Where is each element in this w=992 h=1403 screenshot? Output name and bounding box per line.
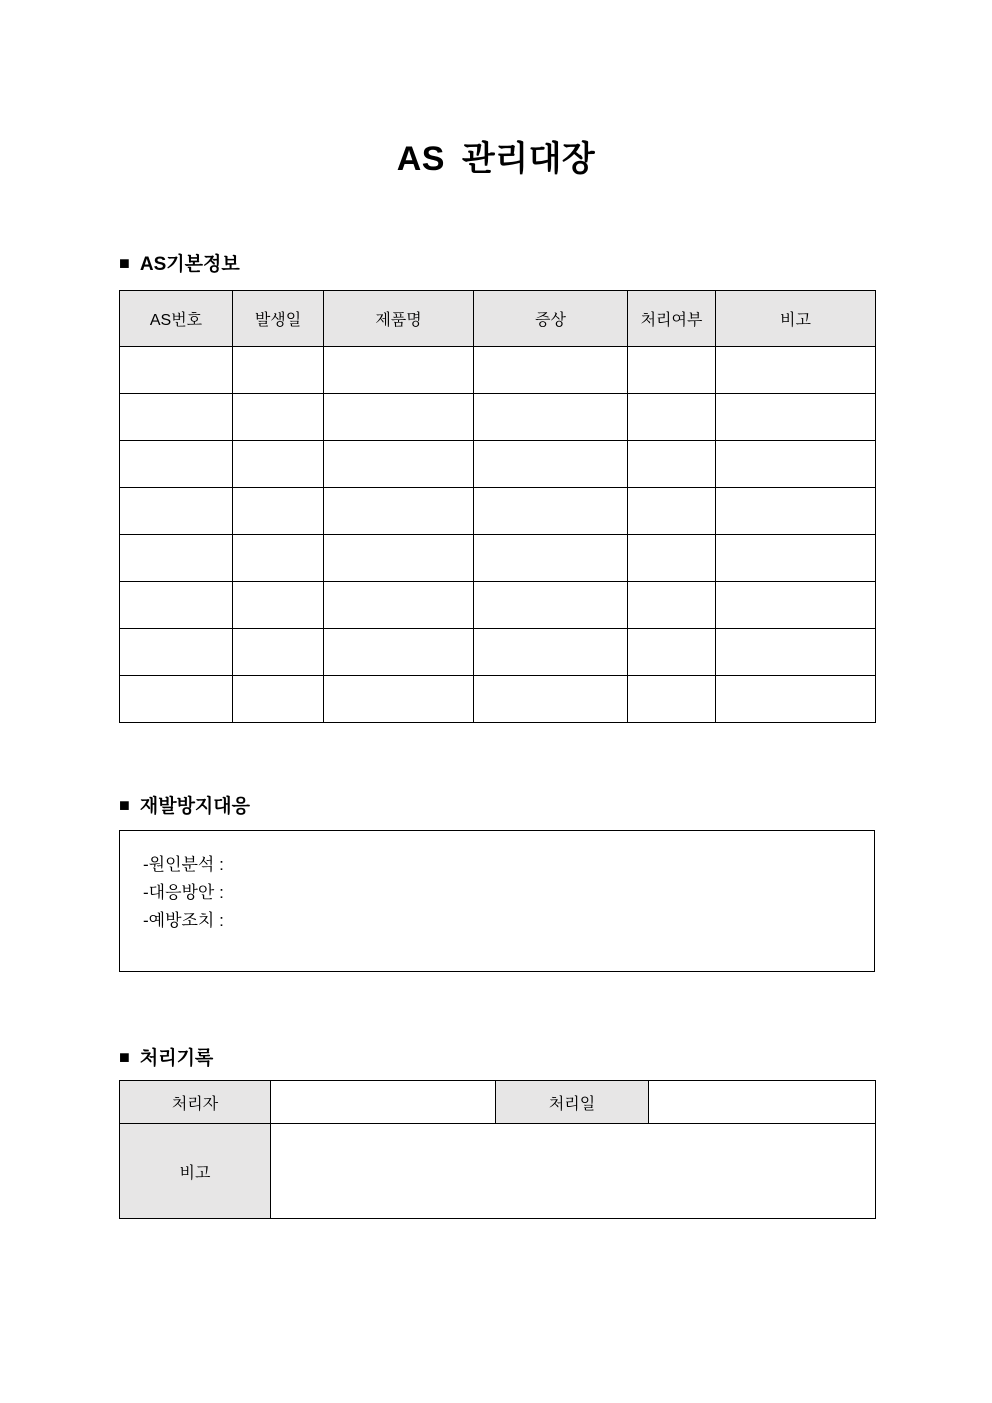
section-heading-text: AS기본정보 bbox=[139, 254, 240, 275]
empty-cell bbox=[628, 488, 716, 535]
empty-cell bbox=[716, 394, 876, 441]
empty-cell bbox=[233, 582, 324, 629]
empty-cell bbox=[324, 441, 474, 488]
processing-row-remarks bbox=[120, 1124, 876, 1219]
empty-cell bbox=[716, 488, 876, 535]
empty-cell bbox=[474, 347, 628, 394]
empty-cell bbox=[233, 535, 324, 582]
empty-cell bbox=[628, 441, 716, 488]
column-header-as-number: AS번호 bbox=[120, 291, 233, 347]
square-bullet-icon: ■ bbox=[119, 252, 130, 273]
square-bullet-icon: ■ bbox=[119, 794, 130, 815]
empty-cell bbox=[716, 676, 876, 723]
empty-cell bbox=[474, 582, 628, 629]
empty-cell bbox=[474, 629, 628, 676]
empty-cell bbox=[120, 535, 233, 582]
empty-cell bbox=[233, 488, 324, 535]
empty-cell bbox=[474, 676, 628, 723]
empty-cell bbox=[233, 394, 324, 441]
processing-row-handler-date bbox=[120, 1081, 876, 1124]
basic-info-table-body bbox=[120, 347, 876, 723]
empty-cell bbox=[628, 676, 716, 723]
empty-cell bbox=[474, 394, 628, 441]
remarks-value-cell bbox=[271, 1124, 876, 1219]
column-header-occurrence-date: 발생일 bbox=[233, 291, 324, 347]
empty-cell bbox=[474, 441, 628, 488]
section-heading-processing bbox=[119, 1043, 213, 1070]
processing-date-label-cell: 처리일 bbox=[496, 1081, 649, 1124]
empty-cell bbox=[324, 676, 474, 723]
basic-info-empty-row bbox=[120, 535, 876, 582]
empty-cell bbox=[628, 582, 716, 629]
empty-cell bbox=[716, 582, 876, 629]
empty-cell bbox=[120, 488, 233, 535]
basic-info-empty-row bbox=[120, 441, 876, 488]
empty-cell bbox=[716, 347, 876, 394]
column-header-remarks: 비고 bbox=[716, 291, 876, 347]
basic-info-empty-row bbox=[120, 629, 876, 676]
column-header-symptom: 증상 bbox=[474, 291, 628, 347]
basic-info-empty-row bbox=[120, 347, 876, 394]
empty-cell bbox=[628, 535, 716, 582]
empty-cell bbox=[324, 488, 474, 535]
prevention-line-preventive-measure: -예방조치 : bbox=[143, 911, 224, 930]
column-header-product-name: 제품명 bbox=[324, 291, 474, 347]
section-heading-text: 처리기록 bbox=[139, 1048, 214, 1069]
empty-cell bbox=[120, 629, 233, 676]
prevention-box bbox=[119, 830, 875, 972]
section-heading-basic-info bbox=[119, 249, 240, 276]
prevention-line-cause-analysis: -원인분석 : bbox=[143, 855, 224, 874]
remarks-label-cell: 비고 bbox=[120, 1124, 271, 1219]
empty-cell bbox=[474, 535, 628, 582]
basic-info-empty-row bbox=[120, 582, 876, 629]
basic-info-table bbox=[119, 290, 876, 723]
empty-cell bbox=[628, 629, 716, 676]
empty-cell bbox=[324, 629, 474, 676]
page-title: AS 관리대장 bbox=[396, 140, 596, 178]
square-bullet-icon: ■ bbox=[119, 1046, 130, 1067]
empty-cell bbox=[233, 676, 324, 723]
empty-cell bbox=[233, 441, 324, 488]
empty-cell bbox=[716, 441, 876, 488]
empty-cell bbox=[628, 347, 716, 394]
section-heading-prevention bbox=[119, 791, 250, 818]
empty-cell bbox=[324, 394, 474, 441]
processing-record-table bbox=[119, 1080, 876, 1219]
basic-info-empty-row bbox=[120, 488, 876, 535]
handler-label-cell: 처리자 bbox=[120, 1081, 271, 1124]
empty-cell bbox=[120, 394, 233, 441]
empty-cell bbox=[628, 394, 716, 441]
empty-cell bbox=[324, 535, 474, 582]
section-heading-text: 재발방지대응 bbox=[139, 796, 250, 817]
empty-cell bbox=[233, 629, 324, 676]
empty-cell bbox=[233, 347, 324, 394]
empty-cell bbox=[120, 676, 233, 723]
empty-cell bbox=[120, 347, 233, 394]
empty-cell bbox=[324, 582, 474, 629]
processing-date-value-cell bbox=[649, 1081, 876, 1124]
column-header-processed-status: 처리여부 bbox=[628, 291, 716, 347]
prevention-line-response-plan: -대응방안 : bbox=[143, 883, 224, 902]
basic-info-empty-row bbox=[120, 394, 876, 441]
empty-cell bbox=[716, 535, 876, 582]
empty-cell bbox=[324, 347, 474, 394]
empty-cell bbox=[474, 488, 628, 535]
empty-cell bbox=[120, 441, 233, 488]
empty-cell bbox=[716, 629, 876, 676]
basic-info-empty-row bbox=[120, 676, 876, 723]
basic-info-header-row bbox=[120, 291, 876, 347]
empty-cell bbox=[120, 582, 233, 629]
handler-value-cell bbox=[271, 1081, 496, 1124]
